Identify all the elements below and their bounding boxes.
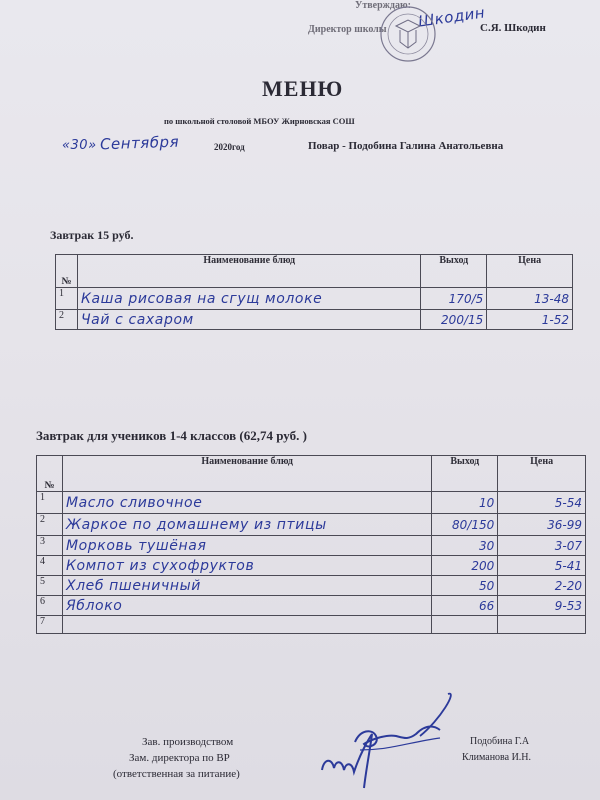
date-year: 2020год (214, 142, 245, 152)
row-number: 1 (37, 492, 63, 514)
dish-output: 10 (432, 492, 498, 514)
dish-name: Хлеб пшеничный (62, 576, 431, 596)
breakfast2-heading: Завтрак для учеников 1-4 классов (62,74 руб. ) (36, 428, 307, 443)
breakfast1-table (55, 254, 573, 330)
row-number: 3 (37, 536, 63, 556)
cook-name: Повар - Подобина Галина Анатольевна (308, 140, 504, 152)
col-num-header: № (56, 255, 78, 288)
dish-name: Жаркое по домашнему из птицы (62, 514, 431, 536)
col-price-header: Цена (487, 255, 573, 288)
dish-price: 1-52 (487, 310, 573, 330)
table-row (37, 576, 586, 596)
row-number: 6 (37, 596, 63, 616)
dish-output: 200/15 (421, 310, 487, 330)
date-day: «30» (62, 138, 97, 153)
table-row (37, 536, 586, 556)
footer-role-note: (ответственная за питание) (113, 768, 240, 780)
dish-output: 80/150 (432, 514, 498, 536)
dish-output: 50 (432, 576, 498, 596)
dish-price: 36-99 (498, 514, 586, 536)
table-header-row (56, 255, 573, 288)
dish-name: Каша рисовая на сгущ молоке (77, 288, 420, 310)
row-number: 7 (37, 616, 63, 634)
dish-output: 200 (432, 556, 498, 576)
dish-price (498, 616, 586, 634)
director-label: Директор школы (308, 24, 387, 35)
table-row (56, 288, 573, 310)
table-header-row (37, 456, 586, 492)
col-num-header: № (37, 456, 63, 492)
director-signature: Шкодин (417, 3, 487, 31)
dish-price: 9-53 (498, 596, 586, 616)
breakfast1-heading: Завтрак 15 руб. (50, 228, 134, 242)
col-dish-header: Наименование блюд (62, 456, 431, 492)
dish-name: Масло сливочное (62, 492, 431, 514)
approved-label: Утверждаю: (355, 0, 411, 11)
dish-price: 5-54 (498, 492, 586, 514)
page-subtitle: по школьной столовой МБОУ Жирновская СОШ (164, 116, 355, 126)
table-row (37, 492, 586, 514)
dish-price: 2-20 (498, 576, 586, 596)
dish-output: 66 (432, 596, 498, 616)
dish-price: 5-41 (498, 556, 586, 576)
row-number: 2 (56, 310, 78, 330)
school-emblem-icon (378, 4, 438, 64)
breakfast2-table (36, 455, 586, 634)
row-number: 2 (37, 514, 63, 536)
footer-name-1: Подобина Г.А (470, 736, 530, 747)
dish-name: Компот из сухофруктов (62, 556, 431, 576)
page-title: МЕНЮ (262, 76, 344, 101)
table-row (37, 556, 586, 576)
table-row (37, 596, 586, 616)
dish-price: 3-07 (498, 536, 586, 556)
dish-price: 13-48 (487, 288, 573, 310)
dish-name: Морковь тушёная (62, 536, 431, 556)
signatures-icon (300, 690, 460, 800)
table-row (37, 616, 586, 634)
footer-role-production: Зав. производством (142, 736, 234, 748)
row-number: 5 (37, 576, 63, 596)
row-number: 4 (37, 556, 63, 576)
dish-name: Яблоко (62, 596, 431, 616)
director-name: С.Я. Шкодин (480, 22, 546, 34)
dish-output (432, 616, 498, 634)
date-month: Сентября (99, 132, 180, 154)
dish-output: 30 (432, 536, 498, 556)
row-number: 1 (56, 288, 78, 310)
col-dish-header: Наименование блюд (77, 255, 420, 288)
dish-name (62, 616, 431, 634)
dish-output: 170/5 (421, 288, 487, 310)
col-price-header: Цена (498, 456, 586, 492)
table-row (56, 310, 573, 330)
col-out-header: Выход (421, 255, 487, 288)
footer-role-deputy: Зам. директора по ВР (129, 752, 230, 764)
col-out-header: Выход (432, 456, 498, 492)
footer-name-2: Климанова И.Н. (462, 752, 532, 763)
dish-name: Чай с сахаром (77, 310, 420, 330)
table-row (37, 514, 586, 536)
